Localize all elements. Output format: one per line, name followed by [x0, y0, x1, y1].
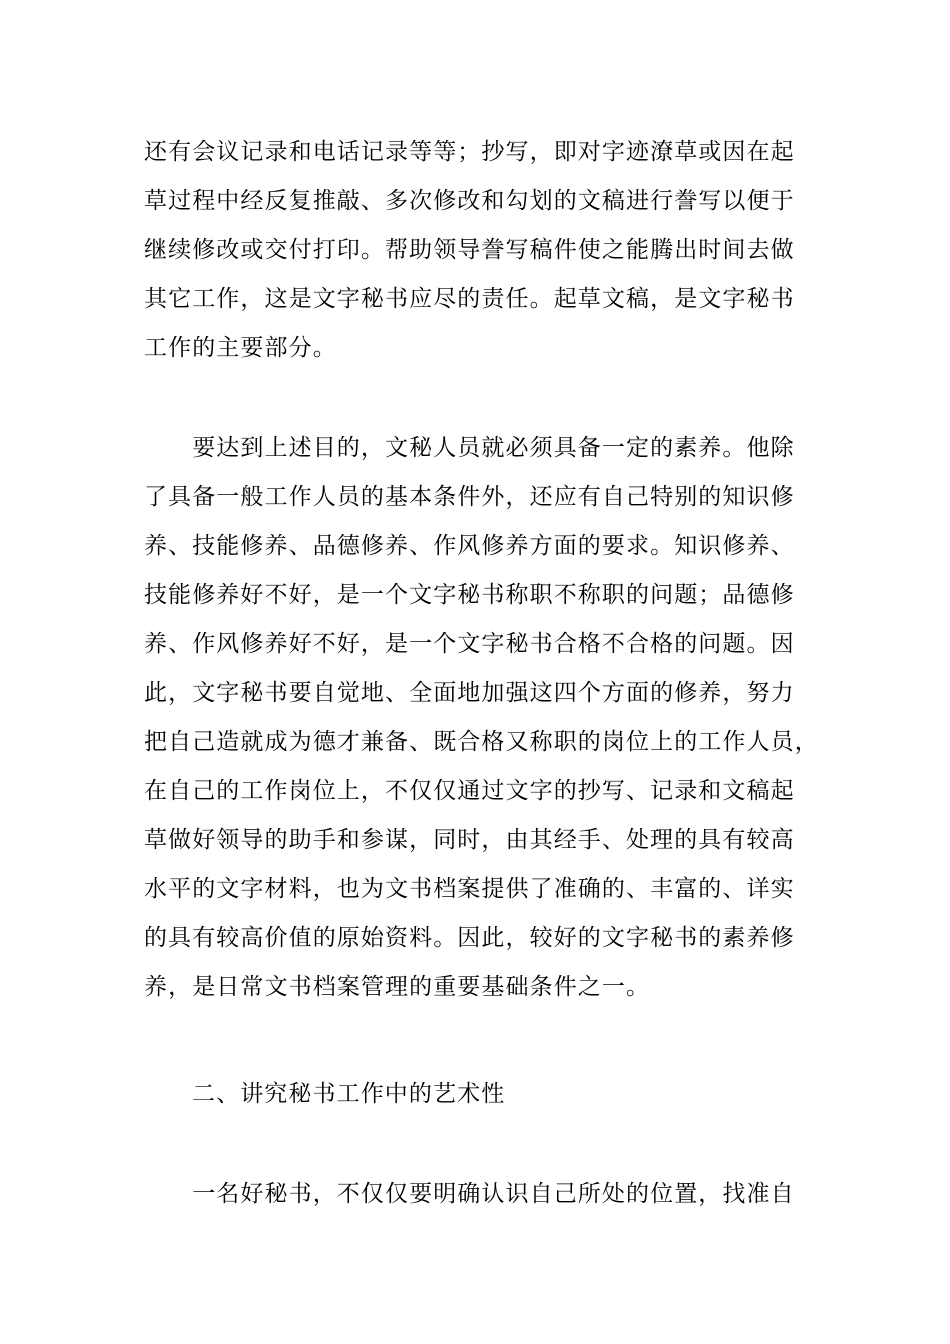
paragraph-line: 一名好秘书，不仅仅要明确认识自己所处的位置，找准自: [144, 1181, 795, 1207]
paragraph-3: [144, 1170, 808, 1219]
paragraph-2: [144, 424, 819, 1012]
paragraph-line: 技能修养好不好，是一个文字秘书称职不称职的问题；品德修: [144, 582, 795, 608]
paragraph-1: [144, 128, 808, 373]
paragraph-line: 还有会议记录和电话记录等等；抄写，即对字迹潦草或因在起: [144, 139, 795, 165]
paragraph-line: 水平的文字材料，也为文书档案提供了准确的、丰富的、详实: [144, 876, 795, 902]
paragraph-line: 在自己的工作岗位上，不仅仅通过文字的抄写、记录和文稿起: [144, 778, 795, 804]
paragraph-line: 继续修改或交付打印。帮助领导誊写稿件使之能腾出时间去做: [144, 237, 795, 263]
paragraph-line: 此，文字秘书要自觉地、全面地加强这四个方面的修养，努力: [144, 680, 795, 706]
paragraph-line: 要达到上述目的，文秘人员就必须具备一定的素养。他除: [144, 435, 795, 461]
paragraph-line: 了具备一般工作人员的基本条件外，还应有自己特别的知识修: [144, 484, 795, 510]
paragraph-line: 工作的主要部分。: [144, 335, 337, 361]
paragraph-line: 养、技能修养、品德修养、作风修养方面的要求。知识修养、: [144, 533, 795, 559]
paragraph-line: 草做好领导的助手和参谋，同时，由其经手、处理的具有较高: [144, 827, 795, 853]
paragraph-line: 其它工作，这是文字秘书应尽的责任。起草文稿，是文字秘书: [144, 286, 795, 312]
paragraph-line: 把自己造就成为德才兼备、既合格又称职的岗位上的工作人员，: [144, 729, 819, 755]
section-heading: 二、讲究秘书工作中的艺术性: [192, 1081, 506, 1107]
paragraph-line: 草过程中经反复推敲、多次修改和勾划的文稿进行誊写以便于: [144, 188, 795, 214]
paragraph-line: 养、作风修养好不好，是一个文字秘书合格不合格的问题。因: [144, 631, 795, 657]
paragraph-line: 的具有较高价值的原始资料。因此，较好的文字秘书的素养修: [144, 925, 795, 951]
paragraph-line: 养，是日常文书档案管理的重要基础条件之一。: [144, 974, 651, 1000]
